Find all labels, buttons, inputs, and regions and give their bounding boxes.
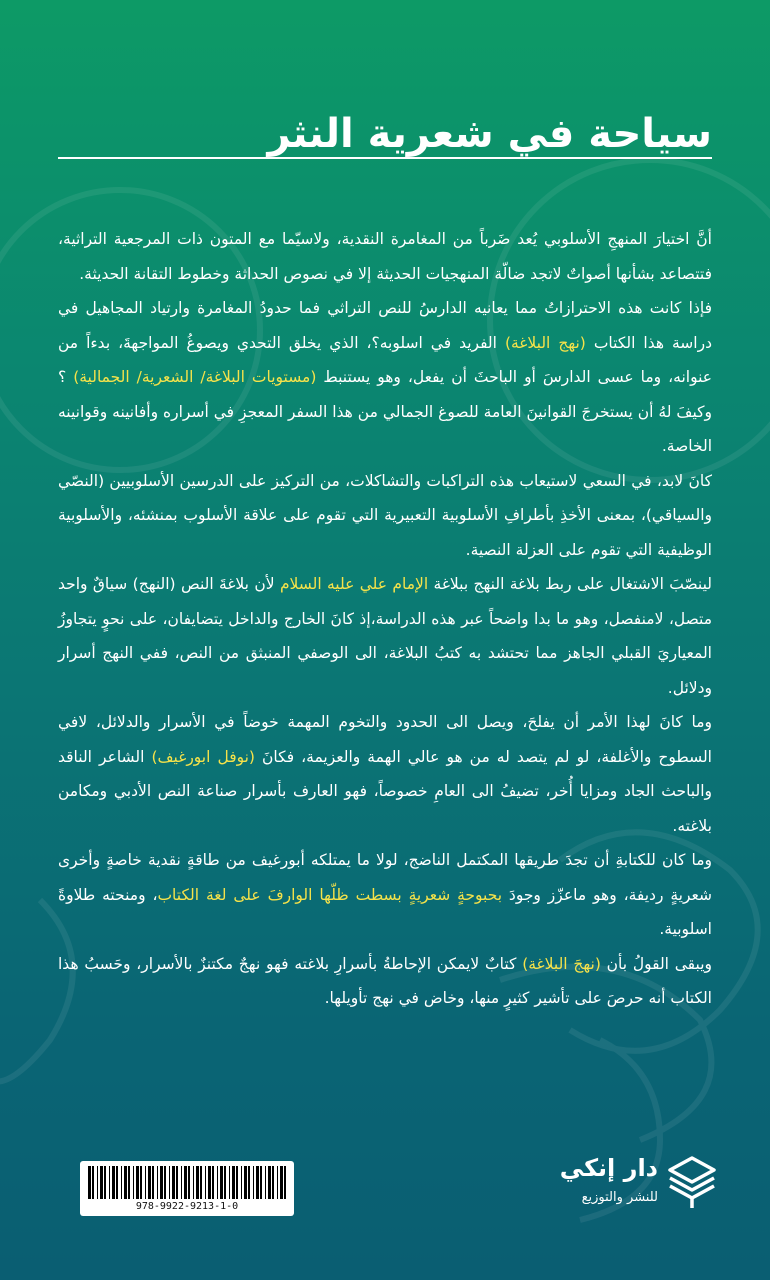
title-divider <box>58 157 712 159</box>
blurb-text <box>58 222 712 1016</box>
isbn-number: 978-9922-9213-1-0 <box>135 1201 239 1212</box>
paragraph <box>58 291 712 464</box>
paragraph-text: كانَ لابد، في السعي لاستيعاب هذه التراكبات والتشاكلات، من التركيز على الدرسين الأسلوبيين (النصّي والسياقي)، بمعنى الأخذِ بأطرافِ الأسلوبية التعبيرية التي تقوم على علاقة الأسلوب بمنشئه، والأسلوبية الوظيفية التي تقوم على العزلة النصية. <box>58 471 712 559</box>
publisher-block <box>498 1148 718 1218</box>
page-title: سياحة في شعرية النثر <box>267 111 712 157</box>
paragraph-text: ؟ وكيفَ لهُ أن يستخرجَ القوانينَ العامة للصوغ الجمالي من هذا السفر المعجزِ في أسراره وأفانينه وقوانينه الخاصة. <box>58 368 712 455</box>
highlighted-phrase: الإمام علي عليه السلام <box>279 575 429 593</box>
paragraph <box>58 705 712 843</box>
paragraph-text: الفريد في اسلوبه؟، الذي يخلق التحدي ويصوغُ المواجهةَ، بدءاً من عنوانه، وما عسى الدارسَ أو الباحثَ أن يفعل، وهو يستنبط <box>58 333 712 386</box>
paragraph-text: ، ومنحته طلاوةً اسلوبية. <box>58 885 712 938</box>
paragraph-text: وما كانَ لهذا الأمر أن يفلحَ، ويصل الى الحدود والتخوم المهمة خوضاً في الأسرار والدلائل، لافي السطوح والأغلفة، لو لم يتصد له من هو عالي الهمة والعزيمة، فكانَ <box>58 713 712 766</box>
highlighted-phrase: (نهج البلاغة) <box>504 333 586 352</box>
paragraph-text: لينصّبَ الاشتغال على ربط بلاغة النهج ببلاغة <box>428 575 712 593</box>
paragraph <box>58 843 712 947</box>
paragraph <box>58 222 712 291</box>
highlighted-phrase: (نهجَ البلاغة) <box>522 954 601 973</box>
publisher-subtitle: للنشر والتوزيع <box>581 1190 658 1205</box>
paragraph <box>58 947 712 1016</box>
paragraph-text: الشاعر الناقد والباحث الجاد ومزايا أُخر، تضيفُ الى العامِ خصوصاً، فهو العارف بأسرار صناعة النص الأدبي ومكامن بلاغته. <box>58 747 712 835</box>
paragraph-text: وما كان للكتابةِ أن تجدَ طريقها المكتمل الناضج، لولا ما يمتلكه أبورغيف من طاقةٍ نقدية خاصةٍ وأخرى شعريةٍ رديفة، وهو ماعزّز وجودَ <box>58 851 712 904</box>
paragraph-text: فإذا كانت هذه الاحترازاتُ مما يعانيه الدارسُ للنص التراثي فما حدودُ المغامرة وارتياد المجاهيل في دراسة هذا الكتاب <box>58 299 712 352</box>
paragraph-text: كتابٌ لايمكن الإحاطةُ بأسرارِ بلاغته فهو نهجٌ مكتنزٌ بالأسرار، وحَسبُ هذا الكتاب أنه حرصَ على تأشير كثيرٍ منها، وخاض في نهج تأويلها. <box>58 954 712 1007</box>
paragraph-text: ويبقى القولُ بأن <box>600 954 712 973</box>
publisher-name: دار إنكي <box>559 1154 658 1182</box>
paragraph-text: أنَّ اختيارَ المنهجِ الأسلوبي يُعد ضَرباً من المغامرة النقدية، ولاسيّما مع المتون ذات المرجعية التراثية، فتتصاعد بشأنها أصواتٌ لاتجد ضالّة المنهجيات الحديثة إلا في نصوص الحداثة وخطوط التقانة الحديثة. <box>58 230 712 283</box>
paragraph <box>58 464 712 568</box>
highlighted-phrase: بحبوحةٍ شعريةٍ بسطت ظلّها الوارفَ على لغة الكتاب <box>157 885 503 904</box>
isbn-barcode <box>80 1161 294 1216</box>
enki-logo-icon <box>666 1154 718 1212</box>
highlighted-phrase: (مستويات البلاغة/ الشعرية/ الجمالية) <box>73 368 317 386</box>
highlighted-phrase: (نوفل ابورغيف) <box>151 747 255 766</box>
paragraph-text: لأن بلاغةَ النص (النهج) سياقٌ واحد متصل، لامنفصل، وهو ما بدا واضحاً عبر هذه الدراسة،إذ كانَ الخارج والداخل يتضايفان، على نحوٍ يتجاوزُ المعياريَ القبلي الجاهز مما تحتشد به كتبُ البلاغة، الى الوصفي المنبثق من النص، ففي النهج أسرار ودلائل. <box>58 575 712 697</box>
paragraph <box>58 567 712 705</box>
